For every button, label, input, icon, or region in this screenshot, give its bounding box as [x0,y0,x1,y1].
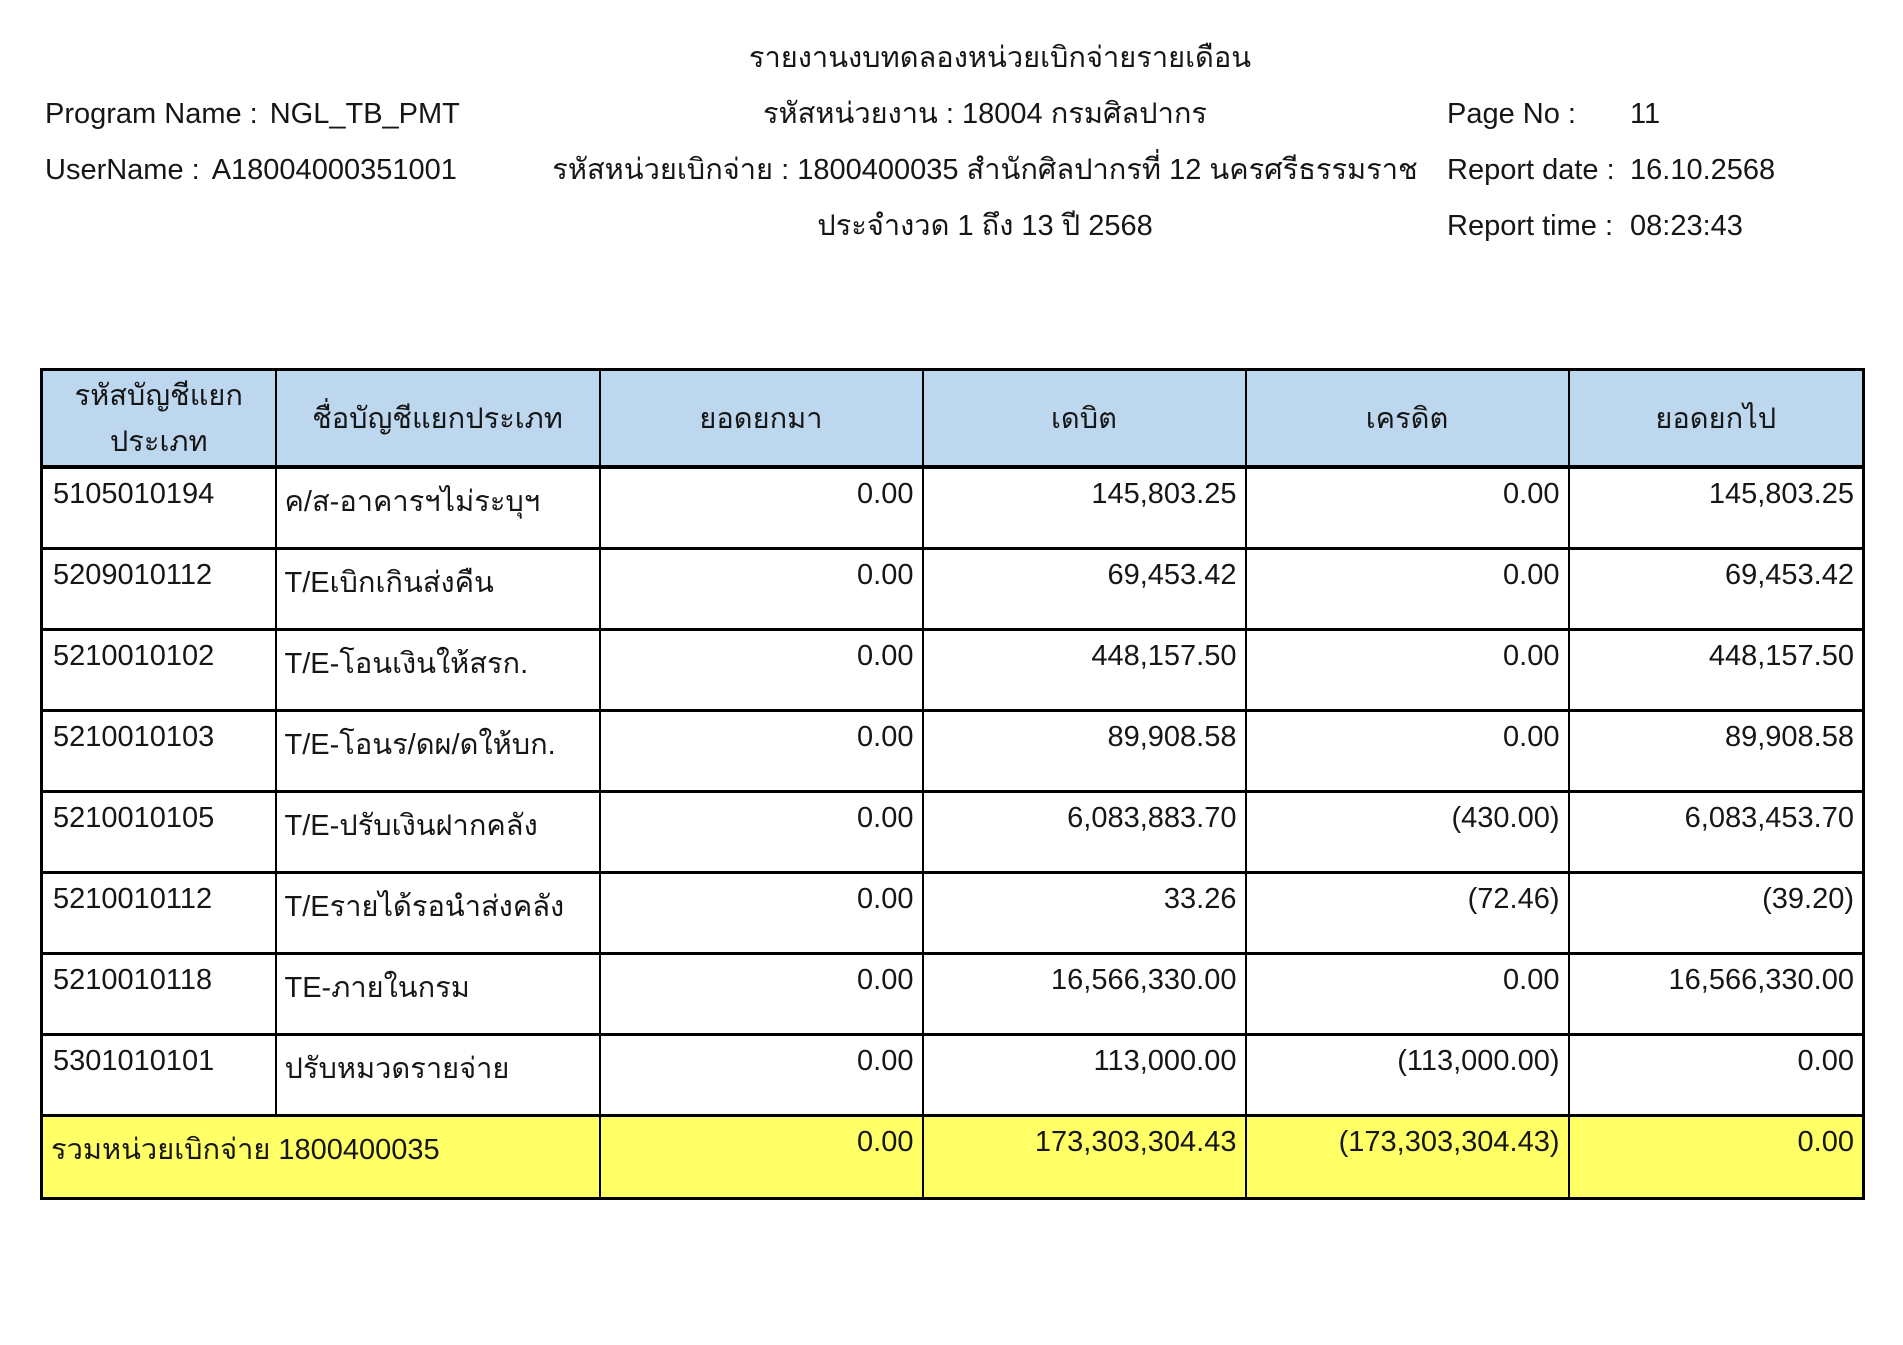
cell-debit: 89,908.58 [923,711,1246,792]
username-label: UserName : [45,154,200,186]
cell-account-name: T/Eเบิกเกินส่งคืน [276,549,600,630]
table-header-row [42,370,1864,468]
cell-account-name: ปรับหมวดรายจ่าย [276,1035,600,1116]
username-value: A18004000351001 [211,154,457,186]
table-row [42,954,1864,1035]
cell-credit: 0.00 [1246,549,1569,630]
cell-credit: (430.00) [1246,792,1569,873]
total-row [42,1116,1864,1199]
cell-account-code: 5210010118 [42,954,276,1035]
cell-beginning-balance: 0.00 [600,711,923,792]
cell-debit: 113,000.00 [923,1035,1246,1116]
header-ending-balance: ยอดยกไป [1569,370,1864,468]
header-debit: เดบิต [923,370,1246,468]
cell-beginning-balance: 0.00 [600,549,923,630]
cell-ending-balance: 89,908.58 [1569,711,1864,792]
cell-credit: 0.00 [1246,954,1569,1035]
program-name-label: Program Name : [45,98,258,130]
header-account-code: รหัสบัญชีแยกประเภท [42,370,276,468]
cell-account-code: 5210010102 [42,630,276,711]
table-row [42,792,1864,873]
cell-debit: 33.26 [923,873,1246,954]
period-line: ประจำงวด 1 ถึง 13 ปี 2568 [817,210,1153,242]
report-date-label: Report date : [1447,154,1615,186]
cell-beginning-balance: 0.00 [600,954,923,1035]
cell-debit: 448,157.50 [923,630,1246,711]
program-name-value: NGL_TB_PMT [269,98,460,130]
cell-debit: 69,453.42 [923,549,1246,630]
cell-account-code: 5301010101 [42,1035,276,1116]
cell-ending-balance: 145,803.25 [1569,467,1864,549]
header-credit: เครดิต [1246,370,1569,468]
cell-account-name: T/E-ปรับเงินฝากคลัง [276,792,600,873]
cell-account-name: T/E-โอนเงินให้สรก. [276,630,600,711]
table-row [42,630,1864,711]
table-row [42,467,1864,549]
disbursement-unit-line: รหัสหน่วยเบิกจ่าย : 1800400035 สำนักศิลปากรที่ 12 นครศรีธรรมราช [552,154,1418,186]
cell-ending-balance: 69,453.42 [1569,549,1864,630]
cell-account-code: 5105010194 [42,467,276,549]
cell-account-code: 5210010103 [42,711,276,792]
table-row [42,711,1864,792]
cell-debit: 145,803.25 [923,467,1246,549]
report-time-value: 08:23:43 [1630,210,1743,242]
cell-ending-balance: 0.00 [1569,1035,1864,1116]
cell-credit: 0.00 [1246,467,1569,549]
total-credit: (173,303,304.43) [1246,1116,1569,1199]
page-no-label: Page No : [1447,98,1576,130]
cell-account-name: T/Eรายได้รอนำส่งคลัง [276,873,600,954]
cell-beginning-balance: 0.00 [600,630,923,711]
cell-beginning-balance: 0.00 [600,1035,923,1116]
cell-account-name: ค/ส-อาคารฯไม่ระบุฯ [276,467,600,549]
cell-credit: 0.00 [1246,630,1569,711]
cell-account-code: 5209010112 [42,549,276,630]
cell-account-name: T/E-โอนร/ดผ/ดให้บก. [276,711,600,792]
total-label: รวมหน่วยเบิกจ่าย 1800400035 [42,1116,600,1199]
table-row [42,549,1864,630]
cell-debit: 6,083,883.70 [923,792,1246,873]
cell-beginning-balance: 0.00 [600,792,923,873]
trial-balance-table [40,368,1865,1200]
cell-ending-balance: 448,157.50 [1569,630,1864,711]
cell-ending-balance: 16,566,330.00 [1569,954,1864,1035]
cell-beginning-balance: 0.00 [600,873,923,954]
report-time-label: Report time : [1447,210,1613,242]
total-ending-balance: 0.00 [1569,1116,1864,1199]
cell-debit: 16,566,330.00 [923,954,1246,1035]
cell-credit: 0.00 [1246,711,1569,792]
cell-ending-balance: 6,083,453.70 [1569,792,1864,873]
cell-account-name: TE-ภายในกรม [276,954,600,1035]
header-beginning-balance: ยอดยกมา [600,370,923,468]
cell-ending-balance: (39.20) [1569,873,1864,954]
cell-credit: (113,000.00) [1246,1035,1569,1116]
cell-account-code: 5210010112 [42,873,276,954]
report-date-value: 16.10.2568 [1630,154,1776,186]
cell-beginning-balance: 0.00 [600,467,923,549]
total-beginning-balance: 0.00 [600,1116,923,1199]
report-title: รายงานงบทดลองหน่วยเบิกจ่ายรายเดือน [748,42,1252,74]
table-row [42,1035,1864,1116]
cell-credit: (72.46) [1246,873,1569,954]
table-row [42,873,1864,954]
agency-code-line: รหัสหน่วยงาน : 18004 กรมศิลปากร [762,98,1207,130]
page-no-value: 11 [1630,98,1661,130]
total-debit: 173,303,304.43 [923,1116,1246,1199]
header-account-name: ชื่อบัญชีแยกประเภท [276,370,600,468]
cell-account-code: 5210010105 [42,792,276,873]
